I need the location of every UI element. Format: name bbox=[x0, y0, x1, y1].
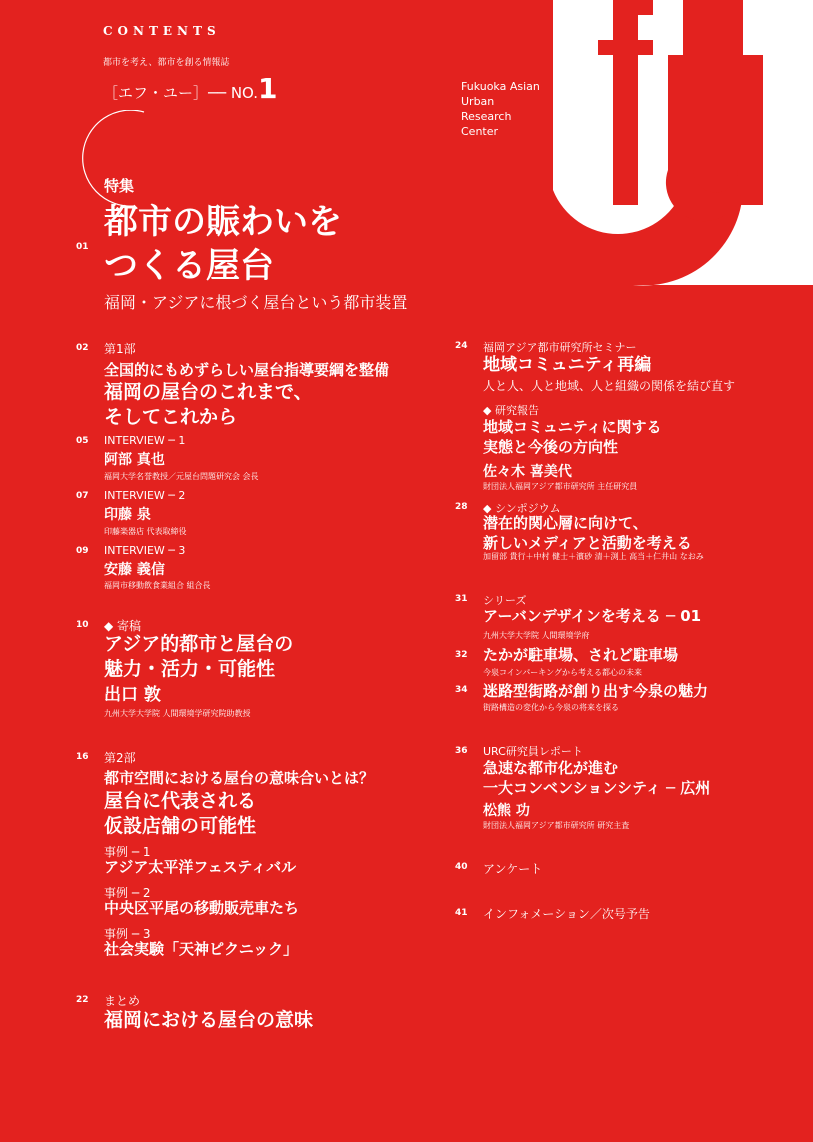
seminar-title: 地域コミュニティ再編 bbox=[483, 355, 652, 375]
maze-sub: 街路構造の変化から今泉の将来を探る bbox=[483, 703, 619, 712]
page-number: 24 bbox=[455, 341, 468, 351]
page-number: 16 bbox=[76, 752, 89, 762]
interview-name: 阿部 真也 bbox=[104, 452, 165, 468]
feature-title-line: つくる屋台 bbox=[104, 246, 274, 286]
page-number: 10 bbox=[76, 620, 89, 630]
contents-label: CONTENTS bbox=[103, 24, 221, 38]
tagline: 都市を考え、都市を創る情報誌 bbox=[103, 58, 230, 68]
page-number: 40 bbox=[455, 862, 468, 872]
case-title: アジア太平洋フェスティバル bbox=[104, 858, 297, 876]
urc-report-title bbox=[483, 758, 710, 798]
org-line: Urban bbox=[461, 95, 495, 108]
series-role: 九州大学大学院 人間環境学府 bbox=[483, 631, 590, 640]
interview-name: 印藤 泉 bbox=[104, 507, 151, 523]
symposium-panel: 加留部 貴行＋中村 健士＋濱砂 清＋渕上 高当＋仁井山 なおみ bbox=[483, 552, 704, 561]
interview-role: 福岡市移動飲食業組合 組合長 bbox=[104, 581, 211, 590]
part2-title bbox=[104, 789, 256, 839]
parking-sub: 今泉コインパーキングから考える都心の未来 bbox=[483, 668, 642, 677]
interview-role: 福岡大学名誉教授／元屋台問題研究会 会長 bbox=[104, 472, 259, 481]
feature-subtitle: 福岡・アジアに根づく屋台という都市装置 bbox=[104, 293, 408, 312]
feature-label: 特集 bbox=[104, 177, 135, 195]
report-title-line: 地域コミュニティに関する bbox=[483, 418, 662, 436]
symposium-title-line: 新しいメディアと活動を考える bbox=[483, 534, 692, 552]
page-number: 41 bbox=[455, 908, 468, 918]
interview-label: INTERVIEW ─ 3 bbox=[104, 544, 186, 557]
page-number: 28 bbox=[455, 502, 468, 512]
part1-title-line: 福岡の屋台のこれまで、 bbox=[104, 381, 313, 403]
symposium-title bbox=[483, 513, 692, 553]
symposium-title-line: 潜在的関心層に向けて、 bbox=[483, 514, 648, 532]
contribution-author: 出口 敦 bbox=[104, 685, 161, 705]
page-number: 05 bbox=[76, 436, 89, 446]
page-number: 36 bbox=[455, 746, 468, 756]
case-title: 中央区平尾の移動販売車たち bbox=[104, 899, 300, 917]
interview-label: INTERVIEW ─ 1 bbox=[104, 434, 186, 447]
urc-report-label: URC研究員レポート bbox=[483, 745, 583, 758]
fu-logo bbox=[543, 0, 813, 290]
summary-label: まとめ bbox=[104, 994, 141, 1008]
page-number: 31 bbox=[455, 594, 468, 604]
urc-report-author: 松熊 功 bbox=[483, 803, 530, 819]
page-number: 07 bbox=[76, 491, 89, 501]
part2-title-line: 屋台に代表される bbox=[104, 790, 257, 812]
parking-title: たかが駐車場、されど駐車場 bbox=[483, 646, 679, 664]
feature-page: 01 bbox=[76, 242, 89, 252]
interview-name: 安藤 義信 bbox=[104, 562, 165, 578]
case-label: 事例 ─ 2 bbox=[104, 886, 151, 900]
page-number: 32 bbox=[455, 650, 468, 660]
urc-report-title-line: 一大コンベンションシティ ─ 広州 bbox=[483, 779, 711, 797]
org-line: Fukuoka Asian bbox=[461, 80, 540, 93]
seminar-subtitle: 人と人、人と地域、人と組織の関係を結び直す bbox=[483, 379, 736, 393]
contribution-label: ◆ 寄稿 bbox=[104, 619, 142, 633]
part2-title: 都市空間における屋台の意味合いとは？ bbox=[104, 769, 375, 787]
issue-label bbox=[103, 72, 278, 105]
issue-name: ［エフ・ユー］── NO. bbox=[103, 84, 259, 102]
case-label: 事例 ─ 3 bbox=[104, 927, 151, 941]
interview-label: INTERVIEW ─ 2 bbox=[104, 489, 186, 502]
contribution-title bbox=[104, 632, 293, 682]
report-title bbox=[483, 417, 662, 457]
part2-title-line: 仮設店舗の可能性 bbox=[104, 815, 257, 837]
page-number: 09 bbox=[76, 546, 89, 556]
page-number: 34 bbox=[455, 685, 468, 695]
seminar-label: 福岡アジア都市研究所セミナー bbox=[483, 341, 637, 354]
symposium-label: ◆ シンポジウム bbox=[483, 502, 561, 515]
case-title: 社会実験「天神ピクニック」 bbox=[104, 940, 299, 958]
contribution-title-line: 魅力・活力・可能性 bbox=[104, 658, 276, 680]
feature-title bbox=[104, 200, 342, 288]
info-title: インフォメーション／次号予告 bbox=[483, 907, 650, 921]
survey-title: アンケート bbox=[483, 862, 543, 876]
feature-title-line: 都市の賑わいを bbox=[104, 202, 342, 242]
part1-title: 全国的にもめずらしい屋台指導要綱を整備 bbox=[104, 361, 390, 379]
issue-number: 1 bbox=[258, 72, 278, 105]
org-name bbox=[461, 79, 540, 139]
seminar-author-role: 財団法人福岡アジア都市研究所 主任研究員 bbox=[483, 482, 638, 491]
part1-title bbox=[104, 380, 313, 430]
interview-role: 印藤楽器店 代表取締役 bbox=[104, 527, 187, 536]
urc-report-title-line: 急速な都市化が進む bbox=[483, 759, 619, 777]
page-number: 02 bbox=[76, 343, 89, 353]
contribution-title-line: アジア的都市と屋台の bbox=[104, 633, 294, 655]
series-label: シリーズ bbox=[483, 594, 527, 607]
contribution-role: 九州大学大学院 人間環境学研究院助教授 bbox=[104, 709, 251, 718]
seminar-author: 佐々木 喜美代 bbox=[483, 464, 572, 480]
summary-title: 福岡における屋台の意味 bbox=[104, 1009, 314, 1031]
series-title: アーバンデザインを考える ─ 01 bbox=[483, 607, 702, 625]
org-line: Research bbox=[461, 110, 512, 123]
case-label: 事例 ─ 1 bbox=[104, 845, 151, 859]
report-title-line: 実態と今後の方向性 bbox=[483, 438, 619, 456]
part2-label: 第2部 bbox=[104, 751, 136, 765]
part1-label: 第1部 bbox=[104, 342, 136, 356]
urc-report-role: 財団法人福岡アジア都市研究所 研究主査 bbox=[483, 821, 630, 830]
report-label: ◆ 研究報告 bbox=[483, 404, 539, 417]
part1-title-line: そしてこれから bbox=[104, 406, 238, 428]
maze-title: 迷路型街路が創り出す今泉の魅力 bbox=[483, 682, 709, 700]
page-number: 22 bbox=[76, 995, 89, 1005]
org-line: Center bbox=[461, 125, 499, 138]
